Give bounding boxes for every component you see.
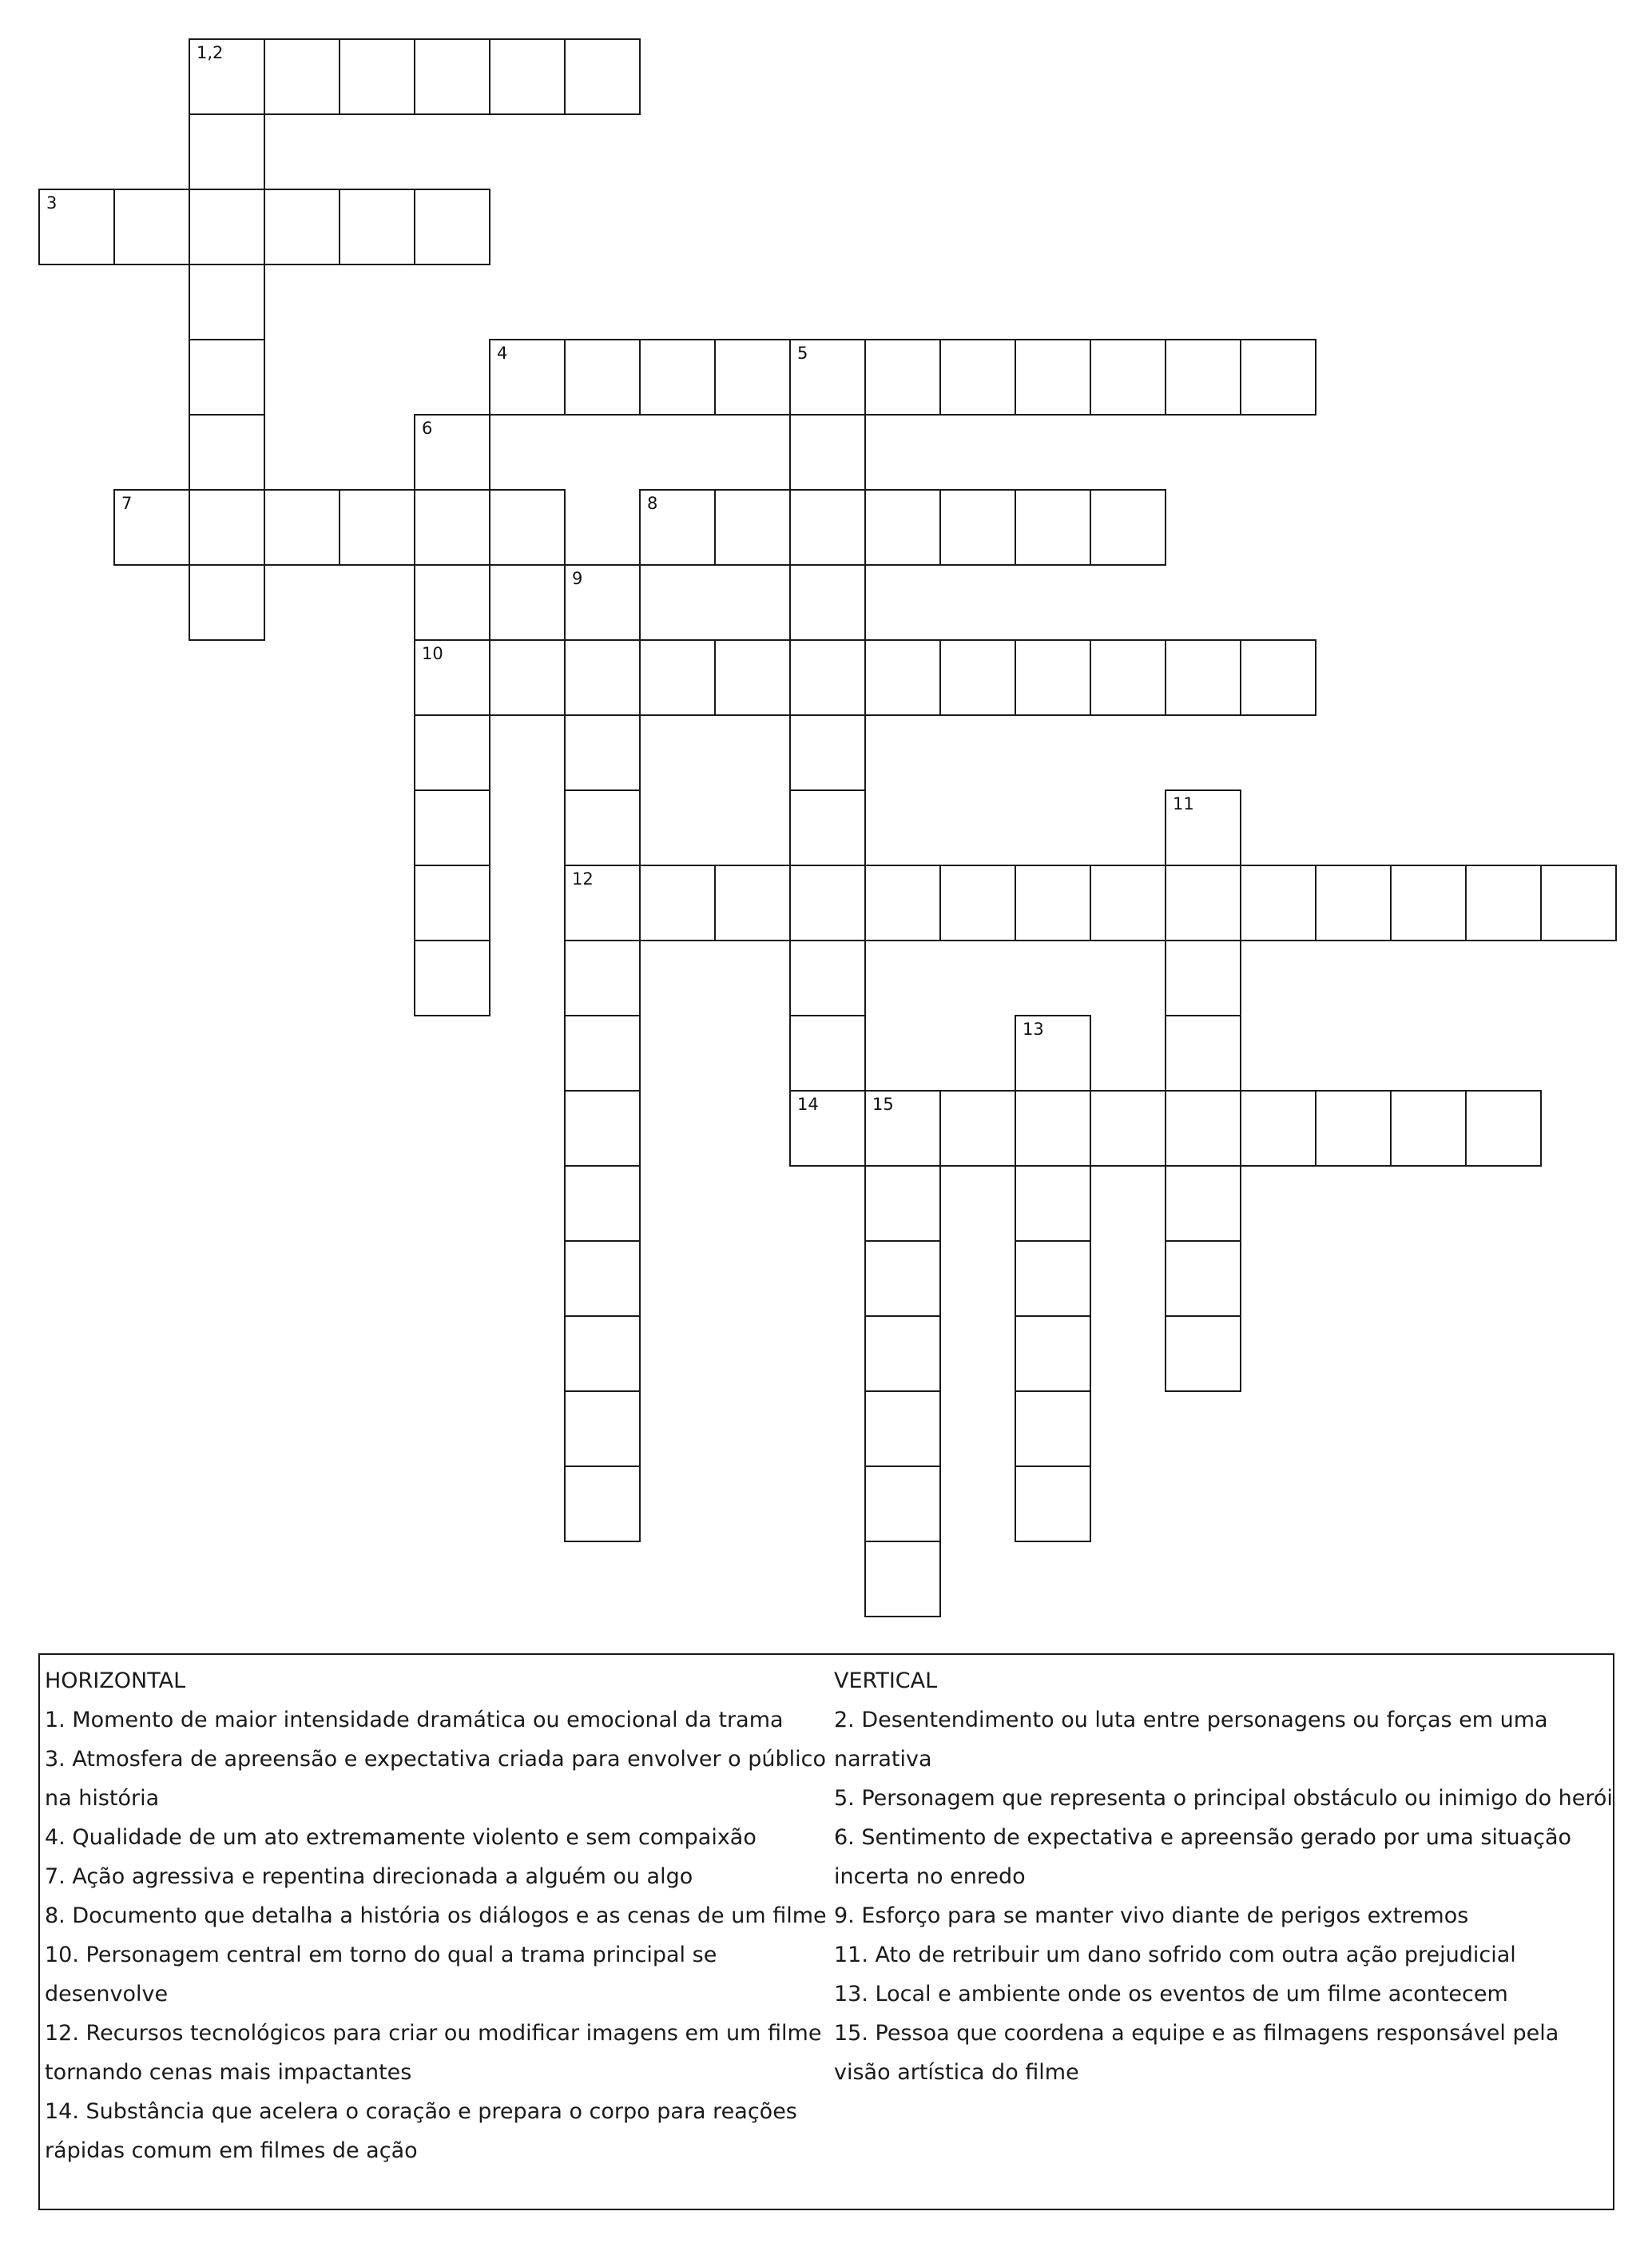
grid-cell[interactable] [564,1390,641,1467]
grid-cell[interactable] [1015,1240,1091,1317]
grid-cell[interactable] [1015,1466,1091,1542]
clue-horizontal-12: 12. Recursos tecnológicos para criar ou modificar imagens em um filme tornando cenas mais impactantes [45,2021,822,2085]
grid-cell[interactable] [714,865,791,941]
grid-cell[interactable] [1015,339,1091,416]
grid-cell[interactable] [564,940,641,1016]
grid-cell[interactable] [189,414,265,491]
grid-cell[interactable] [1165,1165,1241,1242]
grid-cell[interactable] [864,1240,941,1317]
grid-cell[interactable] [1390,1090,1467,1167]
clue-vertical-15: 15. Pessoa que coordena a equipe e as filmagens responsável pela visão artística do filme [834,2021,1559,2085]
grid-cell[interactable] [489,639,566,716]
grid-cell[interactable] [1165,639,1241,716]
grid-cell[interactable] [789,339,866,416]
vertical-clues [834,1661,1613,2092]
grid-cell[interactable] [1165,940,1241,1016]
cell-number: 1,2 [197,43,224,62]
horizontal-clues [45,1661,844,2170]
grid-cell[interactable] [189,38,265,115]
grid-cell[interactable] [1240,1090,1316,1167]
grid-cell[interactable] [1465,1090,1542,1167]
grid-cell[interactable] [639,865,716,941]
grid-cell[interactable] [264,38,340,115]
grid-cell[interactable] [414,865,490,941]
clue-vertical-13: 13. Local e ambiente onde os eventos de um filme acontecem [834,1982,1508,2006]
grid-cell[interactable] [1240,339,1316,416]
grid-cell[interactable] [639,339,716,416]
grid-cell[interactable] [789,639,866,716]
grid-cell[interactable] [564,789,641,866]
clue-horizontal-10: 10. Personagem central em torno do qual a trama principal se desenvolve [45,1943,717,2006]
grid-cell[interactable] [564,38,641,115]
grid-cell[interactable] [1090,489,1166,566]
clue-horizontal-7: 7. Ação agressiva e repentina direcionada a alguém ou algo [45,1864,693,1889]
grid-cell[interactable] [1165,1015,1241,1092]
cell-number: 6 [422,419,433,438]
vertical-heading: VERTICAL [834,1668,938,1693]
grid-cell[interactable] [414,639,490,716]
clue-horizontal-3: 3. Atmosfera de apreensão e expectativa criada para envolver o público na história [45,1747,826,1811]
grid-cell[interactable] [789,714,866,791]
grid-cell[interactable] [564,339,641,416]
horizontal-heading: HORIZONTAL [45,1668,186,1693]
grid-cell[interactable] [864,865,941,941]
cell-number: 14 [797,1095,819,1114]
grid-cell[interactable] [864,639,941,716]
grid-cell[interactable] [714,339,791,416]
grid-cell[interactable] [1315,1090,1392,1167]
grid-cell[interactable] [1090,639,1166,716]
grid-cell[interactable] [939,1090,1016,1167]
clue-vertical-5: 5. Personagem que representa o principal obstáculo ou inimigo do herói [834,1786,1613,1811]
grid-cell[interactable] [864,1390,941,1467]
grid-cell[interactable] [1390,865,1467,941]
grid-cell[interactable] [414,714,490,791]
grid-cell[interactable] [939,339,1016,416]
grid-cell[interactable] [789,1015,866,1092]
grid-cell[interactable] [789,414,866,491]
grid-cell[interactable] [789,940,866,1016]
grid-cell[interactable] [414,564,490,641]
grid-cell[interactable] [264,489,340,566]
grid-cell[interactable] [564,564,641,641]
grid-cell[interactable] [1015,489,1091,566]
grid-cell[interactable] [1465,865,1542,941]
grid-cell[interactable] [1165,1315,1241,1392]
cell-number: 15 [872,1095,894,1114]
grid-cell[interactable] [864,489,941,566]
grid-cell[interactable] [264,189,340,265]
grid-cell[interactable] [1090,1090,1166,1167]
grid-cell[interactable] [1015,1390,1091,1467]
clue-horizontal-1: 1. Momento de maior intensidade dramática ou emocional da trama [45,1708,784,1732]
grid-cell[interactable] [339,489,415,566]
clue-vertical-6: 6. Sentimento de expectativa e apreensão gerado por uma situação incerta no enredo [834,1825,1572,1889]
clue-vertical-2: 2. Desentendimento ou luta entre personagens ou forças em uma narrativa [834,1708,1548,1772]
cell-number: 9 [572,569,583,588]
grid-cell[interactable] [714,639,791,716]
grid-cell[interactable] [939,865,1016,941]
clue-horizontal-4: 4. Qualidade de um ato extremamente violento e sem compaixão [45,1825,757,1850]
cell-number: 8 [647,494,658,513]
grid-cell[interactable] [789,1090,866,1167]
cell-number: 7 [121,494,133,513]
grid-cell[interactable] [414,940,490,1016]
grid-cell[interactable] [189,189,265,265]
grid-cell[interactable] [189,113,265,190]
grid-cell[interactable] [414,189,490,265]
clues-box [38,1653,1614,2210]
grid-cell[interactable] [189,564,265,641]
grid-cell[interactable] [864,1165,941,1242]
grid-cell[interactable] [1015,1090,1091,1167]
grid-cell[interactable] [489,38,566,115]
clue-horizontal-8: 8. Documento que detalha a história os diálogos e as cenas de um filme [45,1903,827,1928]
grid-cell[interactable] [38,189,115,265]
grid-cell[interactable] [1090,865,1166,941]
clue-horizontal-14: 14. Substância que acelera o coração e prepara o corpo para reações rápidas comum em filmes de ação [45,2099,797,2163]
grid-cell[interactable] [1540,865,1617,941]
cell-number: 4 [497,344,508,363]
grid-cell[interactable] [564,1466,641,1542]
grid-cell[interactable] [1165,789,1241,866]
grid-cell[interactable] [414,789,490,866]
grid-cell[interactable] [189,489,265,566]
grid-cell[interactable] [1165,1090,1241,1167]
cell-number: 11 [1173,794,1194,813]
cell-number: 3 [46,193,58,213]
grid-cell[interactable] [789,789,866,866]
grid-cell[interactable] [414,489,490,566]
grid-cell[interactable] [864,1541,941,1617]
grid-cell[interactable] [1015,865,1091,941]
grid-cell[interactable] [1165,339,1241,416]
grid-cell[interactable] [489,339,566,416]
grid-cell[interactable] [1315,865,1392,941]
grid-cell[interactable] [1090,339,1166,416]
grid-cell[interactable] [564,1165,641,1242]
grid-cell[interactable] [564,639,641,716]
grid-cell[interactable] [1165,865,1241,941]
grid-cell[interactable] [864,1315,941,1392]
cell-number: 10 [422,644,443,663]
grid-cell[interactable] [639,639,716,716]
grid-cell[interactable] [564,714,641,791]
grid-cell[interactable] [1165,1240,1241,1317]
cell-number: 5 [797,344,808,363]
grid-cell[interactable] [639,489,716,566]
grid-cell[interactable] [1015,1015,1091,1092]
grid-cell[interactable] [113,189,190,265]
grid-cell[interactable] [1015,639,1091,716]
grid-cell[interactable] [939,639,1016,716]
grid-cell[interactable] [714,489,791,566]
grid-cell[interactable] [1240,639,1316,716]
grid-cell[interactable] [489,489,566,566]
grid-cell[interactable] [414,414,490,491]
cell-number: 13 [1023,1020,1044,1039]
grid-cell[interactable] [864,1090,941,1167]
clue-vertical-11: 11. Ato de retribuir um dano sofrido com outra ação prejudicial [834,1943,1516,1967]
grid-cell[interactable] [1015,1165,1091,1242]
grid-cell[interactable] [189,339,265,416]
grid-cell[interactable] [339,38,415,115]
grid-cell[interactable] [564,1315,641,1392]
grid-cell[interactable] [1015,1315,1091,1392]
clue-vertical-9: 9. Esforço para se manter vivo diante de perigos extremos [834,1903,1469,1928]
grid-cell[interactable] [864,339,941,416]
grid-cell[interactable] [414,38,490,115]
grid-cell[interactable] [789,564,866,641]
grid-cell[interactable] [189,264,265,340]
grid-cell[interactable] [564,1240,641,1317]
grid-cell[interactable] [864,1466,941,1542]
grid-cell[interactable] [564,1015,641,1092]
grid-cell[interactable] [789,865,866,941]
grid-cell[interactable] [564,865,641,941]
grid-cell[interactable] [789,489,866,566]
grid-cell[interactable] [564,1090,641,1167]
grid-cell[interactable] [1240,865,1316,941]
grid-cell[interactable] [939,489,1016,566]
cell-number: 12 [572,869,594,889]
grid-cell[interactable] [339,189,415,265]
grid-cell[interactable] [113,489,190,566]
